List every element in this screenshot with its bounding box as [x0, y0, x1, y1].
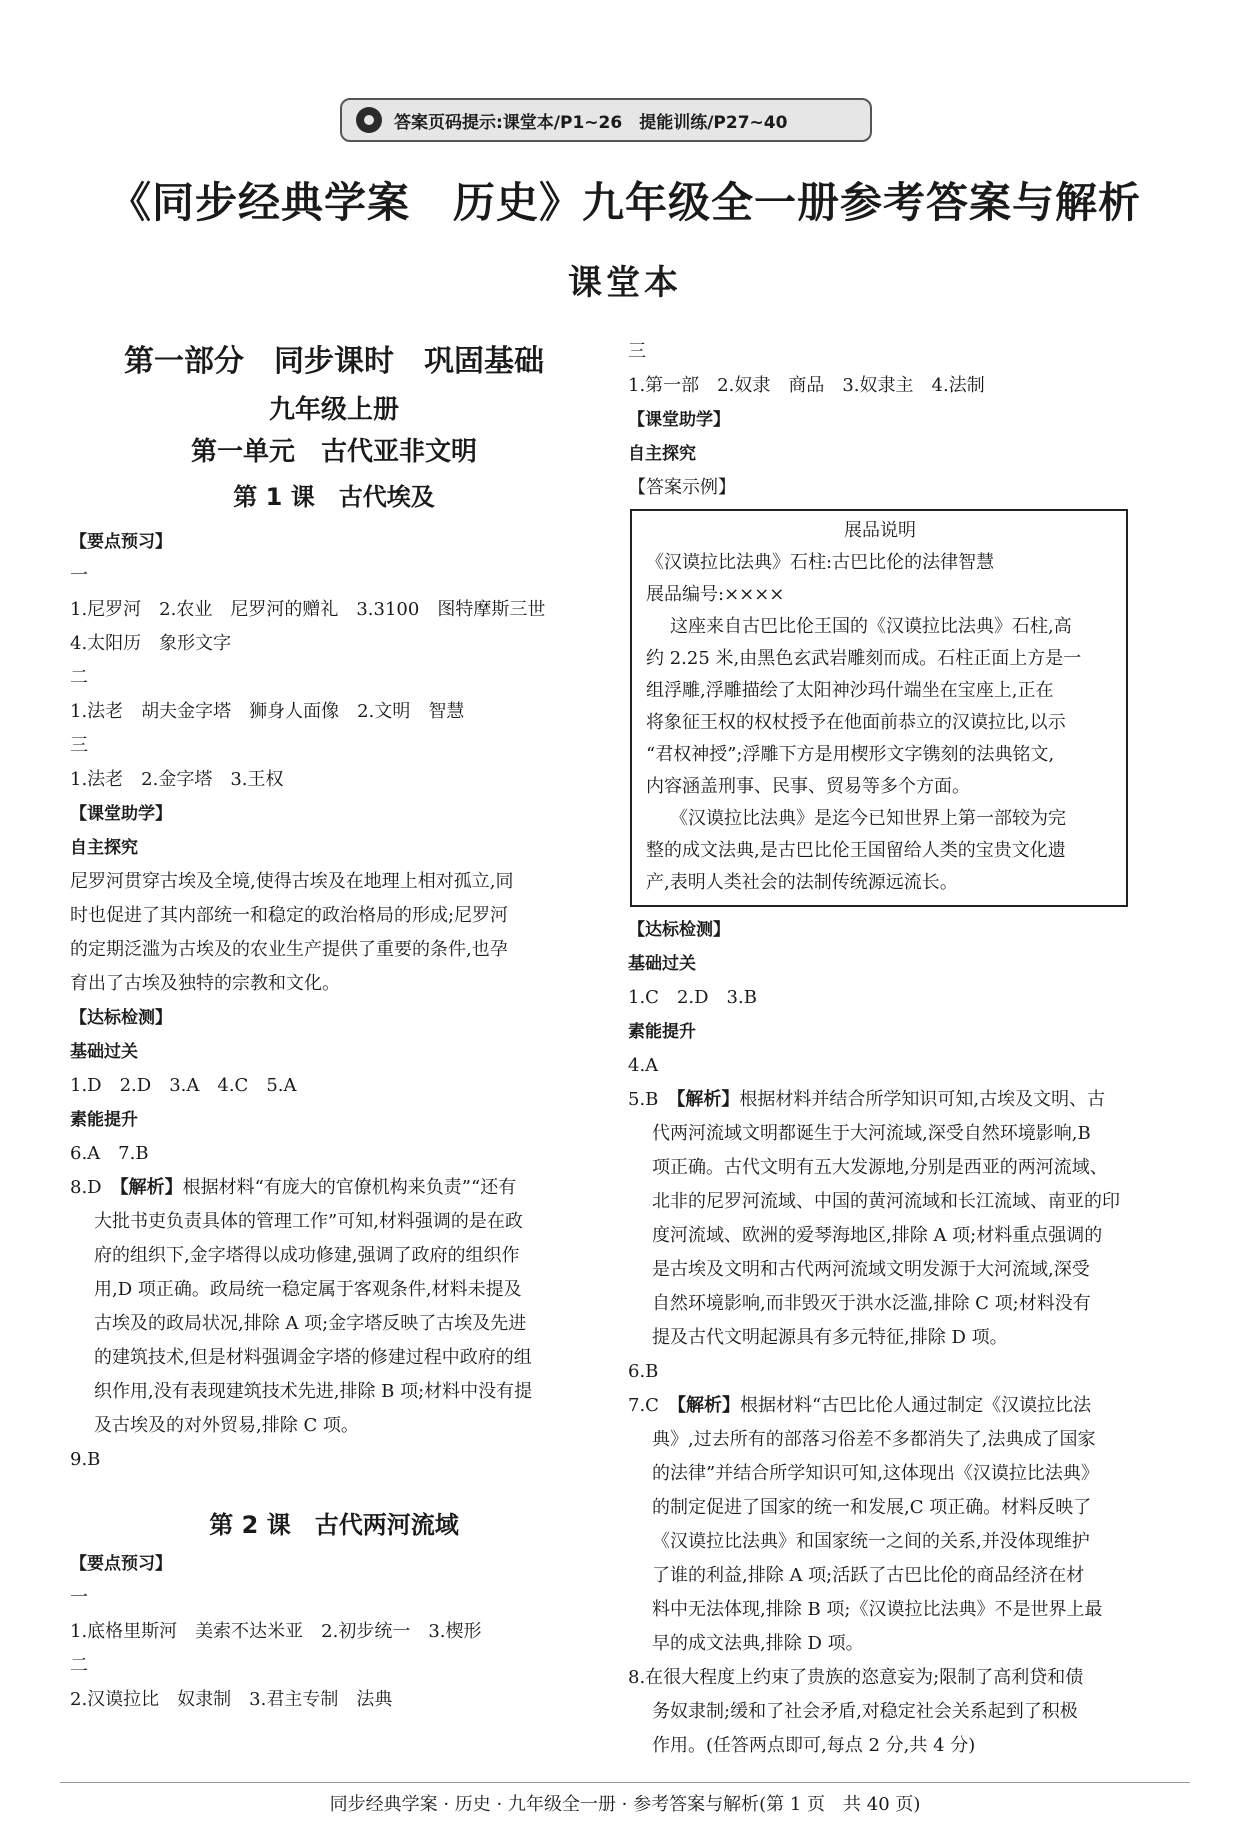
text-line: 作用。(任答两点即可,每点 2 分,共 4 分) — [652, 1735, 976, 1756]
text-line: 根据材料并结合所学知识可知,古埃及文明、古 — [739, 1089, 1106, 1110]
text-line: 产,表明人类社会的法制传统源远流长。 — [646, 872, 958, 893]
explanation-tag: 【解析】 — [676, 1395, 740, 1416]
text-line: 4.太阳历 象形文字 — [70, 633, 232, 654]
text-line: 9.B — [70, 1449, 101, 1470]
answer-explanation — [628, 1083, 1158, 1117]
text-line: 整的成文法典,是古巴比伦王国留给人类的宝贵文化遗 — [646, 840, 1066, 861]
text-line: 1.底格里斯河 美索不达米亚 2.初步统一 3.楔形 — [70, 1621, 482, 1642]
text-line: 1.C 2.D 3.B — [628, 987, 757, 1008]
answer-page-hint — [340, 98, 872, 142]
text-line: 将象征王权的权杖授予在他面前恭立的汉谟拉比,以示 — [646, 712, 1066, 733]
text-line: 1.法老 胡夫金字塔 狮身人面像 2.文明 智慧 — [70, 701, 465, 722]
text-line: 1.D 2.D 3.A 4.C 5.A — [70, 1075, 297, 1096]
subsection-label: 基础过关 — [628, 954, 696, 974]
text-line: 及古埃及的对外贸易,排除 C 项。 — [94, 1415, 359, 1436]
exhibit-name: 《汉谟拉比法典》石柱:古巴比伦的法律智慧 — [646, 552, 995, 573]
page-footer: 同步经典学案 · 历史 · 九年级全一册 · 参考答案与解析(第 1 页 共 40 页) — [0, 1790, 1250, 1816]
answer-number: 7.C — [628, 1395, 659, 1416]
page-subtitle: 课堂本 — [568, 263, 682, 303]
text-line: 2.汉谟拉比 奴隶制 3.君主专制 法典 — [70, 1689, 393, 1710]
text-line: 育出了古埃及独特的宗教和文化。 — [70, 973, 340, 994]
text-line: 的建筑技术,但是材料强调金字塔的修建过程中政府的组 — [94, 1347, 532, 1368]
text-line: 的定期泛滥为古埃及的农业生产提供了重要的条件,也孕 — [70, 939, 508, 960]
text-line: 根据材料“有庞大的官僚机构来负责”“还有 — [182, 1177, 517, 1198]
text-line: 尼罗河贯穿古埃及全境,使得古埃及在地理上相对孤立,同 — [70, 871, 514, 892]
text-line: 的法律”并结合所学知识可知,这体现出《汉谟拉比法典》 — [652, 1463, 1099, 1484]
text-line: 三 — [70, 735, 88, 756]
grade-heading: 九年级上册 — [268, 395, 399, 425]
part-heading: 第一部分 同步课时 巩固基础 — [124, 344, 544, 379]
right-column — [628, 335, 1158, 1763]
text-line: 府的组织下,金字塔得以成功修建,强调了政府的组织作 — [94, 1245, 520, 1266]
text-line: 时也促进了其内部统一和稳定的政治格局的形成;尼罗河 — [70, 905, 509, 926]
section-label: 【达标检测】 — [70, 1008, 172, 1028]
explanation-tag: 【解析】 — [119, 1177, 183, 1198]
section-label: 【达标检测】 — [628, 920, 730, 940]
text-line: 二 — [70, 1655, 88, 1676]
text-line: 这座来自古巴比伦王国的《汉谟拉比法典》石柱,高 — [670, 616, 1072, 637]
text-line: 早的成文法典,排除 D 项。 — [652, 1633, 864, 1654]
left-column — [70, 335, 598, 1717]
text-line: 1.法老 2.金字塔 3.王权 — [70, 769, 284, 790]
text-line: 内容涵盖刑事、民事、贸易等多个方面。 — [646, 776, 970, 797]
text-line: 典》,过去所有的部落习俗差不多都消失了,法典成了国家 — [652, 1429, 1096, 1450]
lesson-heading: 第 1 课 古代埃及 — [233, 483, 435, 511]
text-line: 料中无法体现,排除 B 项;《汉谟拉比法典》不是世界上最 — [652, 1599, 1103, 1620]
text-line: 8.在很大程度上约束了贵族的恣意妄为;限制了高利贷和债 — [628, 1667, 1084, 1688]
section-label: 【要点预习】 — [70, 1554, 172, 1574]
text-line: 组浮雕,浮雕描绘了太阳神沙玛什端坐在宝座上,正在 — [646, 680, 1054, 701]
text-line: 根据材料“古巴比伦人通过制定《汉谟拉比法 — [739, 1395, 1092, 1416]
answer-explanation — [70, 1171, 598, 1205]
text-line: 织作用,没有表现建筑技术先进,排除 B 项;材料中没有提 — [94, 1381, 533, 1402]
page-title: 《同步经典学案 历史》九年级全一册参考答案与解析 — [108, 178, 1141, 227]
answer-number: 5.B — [628, 1089, 659, 1110]
text-line: “君权神授”;浮雕下方是用楔形文字镌刻的法典铭文, — [646, 744, 1055, 765]
answer-number: 8.D — [70, 1177, 102, 1198]
text-line: 项正确。古代文明有五大发源地,分别是西亚的两河流域、 — [652, 1157, 1108, 1178]
text-line: 1.第一部 2.奴隶 商品 3.奴隶主 4.法制 — [628, 375, 985, 396]
text-line: 《汉谟拉比法典》和国家统一之间的关系,并没体现维护 — [652, 1531, 1090, 1552]
text-line: 6.A 7.B — [70, 1143, 149, 1164]
text-line: 【答案示例】 — [628, 477, 736, 498]
section-label: 【课堂助学】 — [628, 410, 730, 430]
disc-icon — [356, 107, 382, 133]
subsection-label: 自主探究 — [628, 444, 696, 464]
text-line: 一 — [70, 1587, 88, 1608]
text-line: 一 — [70, 565, 88, 586]
text-line: 三 — [628, 341, 646, 362]
text-line: 了谁的利益,排除 A 项;活跃了古巴比伦的商品经济在材 — [652, 1565, 1085, 1586]
subsection-label: 素能提升 — [70, 1110, 138, 1130]
text-line: 《汉谟拉比法典》是迄今已知世界上第一部较为完 — [670, 808, 1066, 829]
text-line: 北非的尼罗河流域、中国的黄河流域和长江流域、南亚的印 — [652, 1191, 1120, 1212]
text-line: 度河流域、欧洲的爱琴海地区,排除 A 项;材料重点强调的 — [652, 1225, 1103, 1246]
section-label: 【课堂助学】 — [70, 804, 172, 824]
text-line: 务奴隶制;缓和了社会矛盾,对稳定社会关系起到了积极 — [652, 1701, 1078, 1722]
subsection-label: 自主探究 — [70, 838, 138, 858]
explanation-tag: 【解析】 — [676, 1089, 740, 1110]
text-line: 代两河流域文明都诞生于大河流域,深受自然环境影响,B — [652, 1123, 1091, 1144]
text-line: 4.A — [628, 1055, 659, 1076]
text-line: 古埃及的政局状况,排除 A 项;金字塔反映了古埃及先进 — [94, 1313, 527, 1334]
hint-label: 答案页码提示: — [394, 112, 503, 133]
subsection-label: 基础过关 — [70, 1042, 138, 1062]
subsection-label: 素能提升 — [628, 1022, 696, 1042]
section-label: 【要点预习】 — [70, 532, 172, 552]
text-line: 是古埃及文明和古代两河流域文明发源于大河流域,深受 — [652, 1259, 1090, 1280]
text-line: 大批书吏负责具体的管理工作”可知,材料强调的是在政 — [94, 1211, 523, 1232]
text-line: 自然环境影响,而非毁灭于洪水泛滥,排除 C 项;材料没有 — [652, 1293, 1091, 1314]
text-line: 提及古代文明起源具有多元特征,排除 D 项。 — [652, 1327, 1008, 1348]
exhibit-title: 展品说明 — [844, 520, 916, 541]
unit-heading: 第一单元 古代亚非文明 — [190, 437, 477, 467]
text-line: 6.B — [628, 1361, 659, 1382]
text-line: 约 2.25 米,由黑色玄武岩雕刻而成。石柱正面上方是一 — [646, 648, 1082, 669]
hint-text: 课堂本/P1~26 提能训练/P27~40 — [502, 112, 788, 133]
lesson-heading: 第 2 课 古代两河流域 — [209, 1511, 459, 1539]
exhibit-description-box — [630, 509, 1128, 907]
text-line: 用,D 项正确。政局统一稳定属于客观条件,材料未提及 — [94, 1279, 522, 1300]
text-line: 的制定促进了国家的统一和发展,C 项正确。材料反映了 — [652, 1497, 1092, 1518]
text-line: 1.尼罗河 2.农业 尼罗河的赠礼 3.3100 图特摩斯三世 — [70, 599, 546, 620]
answer-explanation — [628, 1389, 1158, 1423]
text-line: 二 — [70, 667, 88, 688]
exhibit-number: 展品编号:×××× — [646, 584, 785, 605]
